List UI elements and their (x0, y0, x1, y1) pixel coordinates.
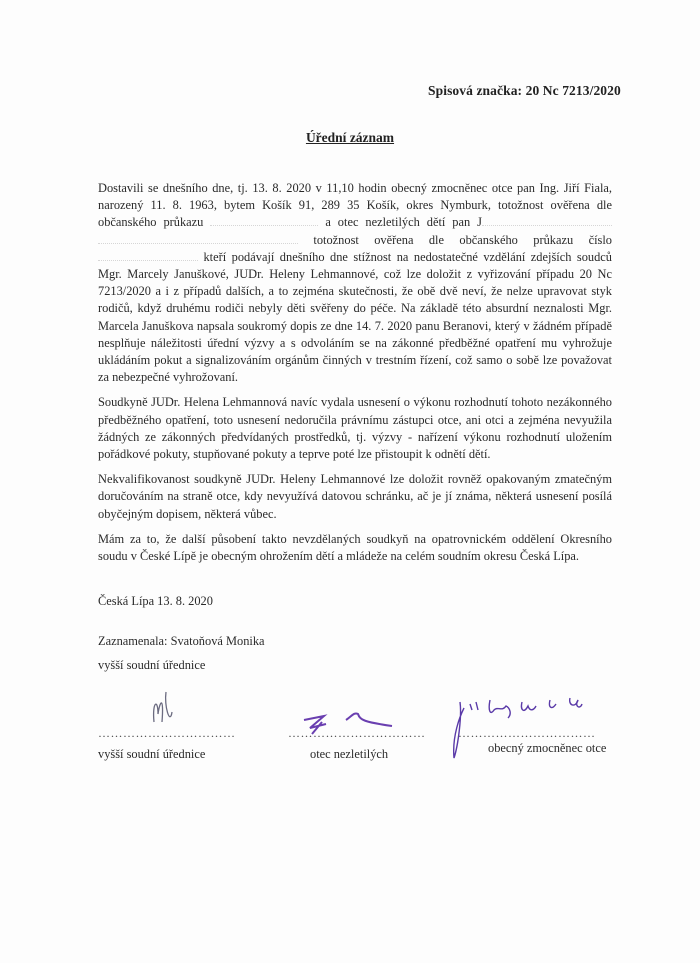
redacted-text (482, 215, 612, 226)
signature-line: …………………………… (98, 726, 236, 740)
signature-block-father (288, 700, 426, 762)
handwritten-signature (148, 692, 188, 732)
signature-label: vyšší soudní úřednice (98, 747, 206, 761)
signature-label: obecný zmocněnec otce (488, 741, 607, 755)
recorded-role: vyšší soudní úřednice (98, 658, 206, 672)
signature-label: otec nezletilých (310, 747, 389, 761)
handwritten-signature (450, 696, 600, 766)
signature-block-clerk (98, 700, 236, 762)
redacted-text (98, 250, 198, 261)
case-reference: Spisová značka: 20 Nc 7213/2020 (428, 83, 621, 98)
redacted-text (98, 233, 298, 244)
redacted-text (210, 215, 318, 226)
document-title: Úřední záznam (305, 130, 395, 145)
signature-line: …………………………… (458, 726, 596, 740)
place-date: Česká Lípa 13. 8. 2020 (98, 594, 213, 608)
handwritten-signature (302, 708, 402, 748)
recorded-by: Zaznamenala: Svatoňová Monika (98, 634, 265, 648)
signature-line: …………………………… (288, 726, 426, 740)
paragraph-4: Mám za to, že další působení takto nevzdělaných soudkyň na opatrovnickém oddělení Okresního soudu v České Lípě je obecným ohrožením dětí a mládeže na celém soudním okresu Česká Lípa. (98, 531, 612, 564)
paragraph-1: Dostavili se dnešního dne, tj. 13. 8. 2020 v 11,10 hodin obecný zmocněnec otce pan Ing. Jiří Fiala, narozený 11. 8. 1963, bytem Košík 91, 289 35 Košík, okres Nymburk, totožnost ověřena dle občanského průkazu a otec nezletilých dětí pan J totožnost ověřena dle občanského průkazu číslo kteří podávají dnešního dne stížnost na nedostatečné vzdělání zdejších soudců Mgr. Marcely Januškové, JUDr. Heleny Lehmannové, což lze doložit z vyřizování případu 20 Nc 7213/2020 a i z případů dalších, a to zejména skutečnosti, že obě dvě neví, že nelze upravovat styk rodičů, když druhému rodiči nebyly děti svěřeny do péče. Na základě této absurdní neznalosti Mgr. Marcela Januškova napsala soukromý dopis ze dne 14. 7. 2020 panu Beranovi, který v žádném případě nesplňuje náležitosti úřední výzvy a s odvoláním se na zákonné předběžné opatření mu vyhrožuje ukládáním pokut a signalizováním orgánům činných v trestním řízení, což samo o sobě lze považovat za nebezpečné vyhrožovaní. (98, 181, 612, 385)
paragraph-2: Soudkyně JUDr. Helena Lehmannová navíc vydala usnesení o výkonu rozhodnutí tohoto nezákonného předběžného opatření, toto usnesení nedoručila právnímu zástupci otce, ani otci a zejména nevyužila žádných ze zákonných předvídaných prostředků, tj. výzvy - nařízení výkonu rozhodnutí uložením pořádkové pokuty, stupňované pokuty a teprve poté lze přistoupit k odnětí dětí. (98, 395, 612, 462)
signature-block-representative (458, 700, 606, 756)
paragraph-3: Nekvalifikovanost soudkyně JUDr. Heleny Lehmannové lze doložit rovněž opakovaným zmatečným doručováním na straně otce, kdy nevyužívá datovou schránku, ač je jí známa, některá usnesení posílá obyčejným dopisem, některá vůbec. (98, 472, 612, 521)
document-body (98, 180, 612, 573)
